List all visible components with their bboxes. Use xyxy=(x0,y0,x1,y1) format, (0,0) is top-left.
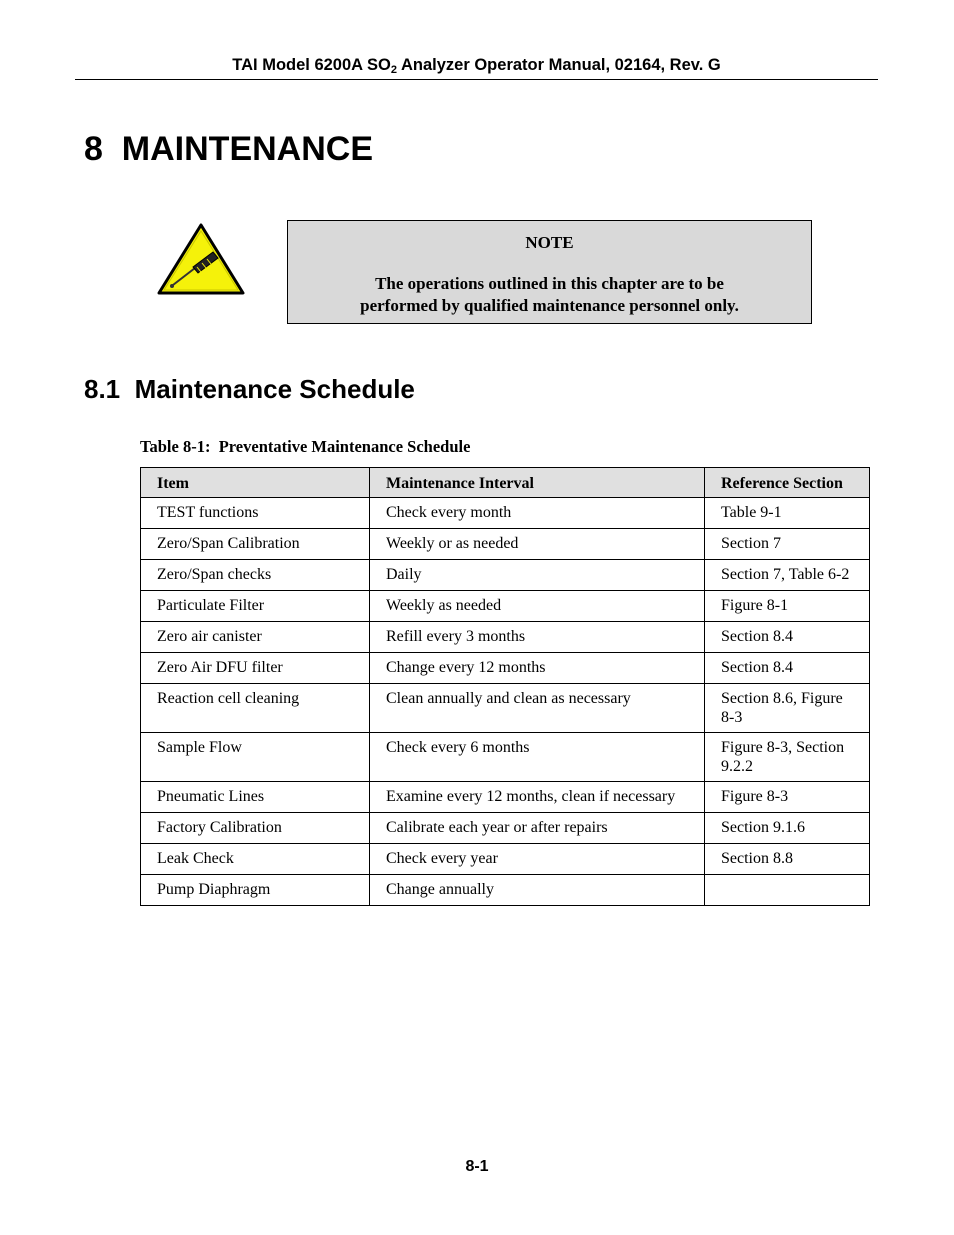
table-cell: Weekly as needed xyxy=(370,591,705,622)
running-header xyxy=(75,56,878,76)
table-row xyxy=(141,498,870,529)
column-header: Reference Section xyxy=(705,468,870,498)
note-body-line: The operations outlined in this chapter are to be xyxy=(375,274,724,293)
table-cell: Leak Check xyxy=(141,844,370,875)
table-cell: Check every 6 months xyxy=(370,733,705,782)
screwdriver-warning-icon xyxy=(155,221,247,299)
table-row xyxy=(141,782,870,813)
table-header-row xyxy=(141,468,870,498)
table-row xyxy=(141,653,870,684)
table-cell: Sample Flow xyxy=(141,733,370,782)
note-body xyxy=(288,273,811,317)
section-title: 8.1 Maintenance Schedule xyxy=(84,374,415,404)
note-box xyxy=(287,220,812,324)
table-cell: Weekly or as needed xyxy=(370,529,705,560)
table-row xyxy=(141,591,870,622)
table-row xyxy=(141,529,870,560)
table-cell: Pump Diaphragm xyxy=(141,875,370,906)
header-title-suffix: Analyzer Operator Manual, 02164, Rev. G xyxy=(397,56,721,74)
table-cell: Section 8.8 xyxy=(705,844,870,875)
header-title-prefix: TAI Model 6200A SO xyxy=(232,56,391,74)
table-cell: Pneumatic Lines xyxy=(141,782,370,813)
table-cell: Section 7, Table 6-2 xyxy=(705,560,870,591)
column-header: Maintenance Interval xyxy=(370,468,705,498)
page-number: 8-1 xyxy=(465,1158,489,1175)
table-cell: Factory Calibration xyxy=(141,813,370,844)
column-header: Item xyxy=(141,468,370,498)
table-cell: Zero/Span Calibration xyxy=(141,529,370,560)
table-cell: Section 9.1.6 xyxy=(705,813,870,844)
header-title-subscript: 2 xyxy=(390,64,398,76)
table-cell: Clean annually and clean as necessary xyxy=(370,684,705,733)
table-cell: Table 9-1 xyxy=(705,498,870,529)
table-cell: Daily xyxy=(370,560,705,591)
table-cell: Figure 8-3 xyxy=(705,782,870,813)
table-cell: Zero/Span checks xyxy=(141,560,370,591)
table-cell: Examine every 12 months, clean if necessary xyxy=(370,782,705,813)
table-cell: Figure 8-3, Section 9.2.2 xyxy=(705,733,870,782)
table-cell: Section 8.6, Figure 8-3 xyxy=(705,684,870,733)
table-cell: Figure 8-1 xyxy=(705,591,870,622)
table-cell: Section 7 xyxy=(705,529,870,560)
table-cell: Reaction cell cleaning xyxy=(141,684,370,733)
table-cell: Zero air canister xyxy=(141,622,370,653)
table-row xyxy=(141,844,870,875)
header-rule xyxy=(75,79,878,80)
table-cell: Change every 12 months xyxy=(370,653,705,684)
table-cell: TEST functions xyxy=(141,498,370,529)
table-row xyxy=(141,875,870,906)
note-body-line: performed by qualified maintenance personnel only. xyxy=(360,296,739,315)
table-cell: Zero Air DFU filter xyxy=(141,653,370,684)
table-cell: Check every year xyxy=(370,844,705,875)
table-row xyxy=(141,622,870,653)
table-row xyxy=(141,560,870,591)
table-row xyxy=(141,733,870,782)
table-cell: Change annually xyxy=(370,875,705,906)
table-cell: Check every month xyxy=(370,498,705,529)
table-row xyxy=(141,813,870,844)
table-cell: Refill every 3 months xyxy=(370,622,705,653)
table-row xyxy=(141,684,870,733)
table-cell: Section 8.4 xyxy=(705,622,870,653)
table-caption: Table 8-1: Preventative Maintenance Schedule xyxy=(140,437,471,456)
table-cell xyxy=(705,875,870,906)
note-title: NOTE xyxy=(525,233,574,252)
table-cell: Section 8.4 xyxy=(705,653,870,684)
maintenance-schedule-table xyxy=(140,467,870,906)
table-cell: Particulate Filter xyxy=(141,591,370,622)
chapter-title: 8 MAINTENANCE xyxy=(84,130,374,168)
table-cell: Calibrate each year or after repairs xyxy=(370,813,705,844)
